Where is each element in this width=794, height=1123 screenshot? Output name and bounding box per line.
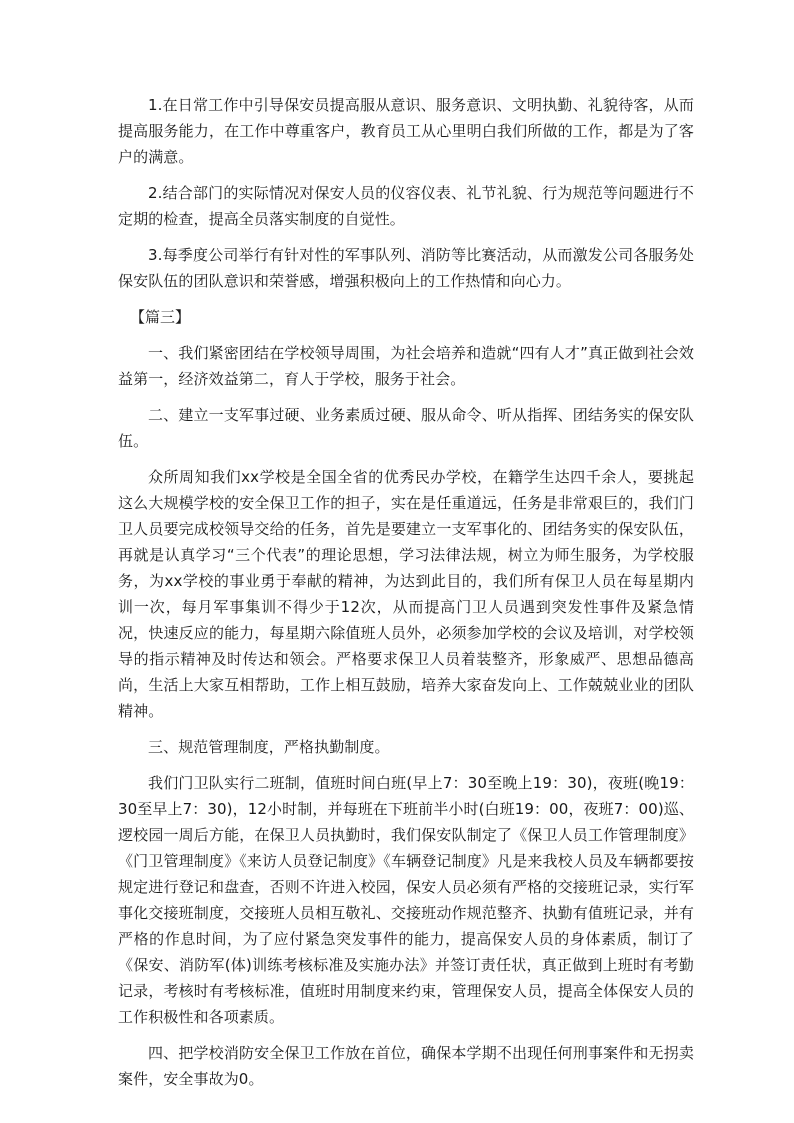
section-paragraph-2: 二、建立一支军事过硬、业务素质过硬、服从命令、听从指挥、团结务实的保安队伍。	[118, 406, 694, 450]
section-paragraph-6: 四、把学校消防安全保卫工作放在首位，确保本学期不出现任何刑事案件和无拐卖案件，安全事故为0。	[118, 1044, 694, 1088]
section-paragraph-4: 三、规范管理制度，严格执勤制度。	[148, 738, 390, 756]
section-paragraph-1: 一、我们紧密团结在学校领导周围，为社会培养和造就“四有人才”真正做到社会效益第一，经济效益第二，育人于学校，服务于社会。	[118, 344, 694, 388]
paragraph-3: 3.每季度公司举行有针对性的军事队列、消防等比赛活动，从而激发公司各服务处保安队伍的团队意识和荣誉感，增强积极向上的工作热情和向心力。	[118, 246, 694, 290]
paragraph-1: 1.在日常工作中引导保安员提高服从意识、服务意识、文明执勤、礼貌待客，从而提高服务能力，在工作中尊重客户，教育员工从心里明白我们所做的工作，都是为了客户的满意。	[118, 96, 694, 166]
document-page	[118, 92, 694, 1102]
paragraph-2: 2.结合部门的实际情况对保安人员的仪容仪表、礼节礼貌、行为规范等问题进行不定期的检查，提高全员落实制度的自觉性。	[118, 184, 694, 228]
section-paragraph-3: 众所周知我们xx学校是全国全省的优秀民办学校，在籍学生达四千余人，要挑起这么大规模学校的安全保卫工作的担子，实在是任重道远，任务是非常艰巨的，我们门卫人员要完成校领导交给的任务，首先是要建立一支军事化的、团结务实的保安队伍，再就是认真学习“三个代表”的理论思想，学习法律法规，树立为师生服务，为学校服务，为xx学校的事业勇于奉献的精神，为达到此目的，我们所有保卫人员在每星期内训一次，每月军事集训不得少于12次，从而提高门卫人员遇到突发性事件及紧急情况，快速反应的能力，每星期六除值班人员外，必须参加学校的会议及培训，对学校领导的指示精神及时传达和领会。严格要求保卫人员着装整齐，形象威严、思想品德高尚，生活上大家互相帮助，工作上相互鼓励，培养大家奋发向上、工作兢兢业业的团队精神。	[118, 468, 694, 720]
section-paragraph-5: 我们门卫队实行二班制，值班时间白班(早上7：30至晚上19：30)，夜班(晚19：30至早上7：30)，12小时制，并每班在下班前半小时(白班19：00，夜班7：00)巡、逻校园一周后方能，在保卫人员执勤时，我们保安队制定了《保卫人员工作管理制度》《门卫管理制度》《来访人员登记制度》《车辆登记制度》凡是来我校人员及车辆都要按规定进行登记和盘查，否则不许进入校园，保安人员必须有严格的交接班记录，实行军事化交接班制度，交接班人员相互敬礼、交接班动作规范整齐、执勤有值班记录，并有严格的作息时间，为了应付紧急突发事件的能力，提高保安人员的身体素质，制订了《保安、消防军(体)训练考核标准及实施办法》并签订责任状，真正做到上班时有考勤记录，考核时有考核标准，值班时用制度来约束，管理保安人员，提高全体保安人员的工作积极性和各项素质。	[118, 774, 694, 1026]
section-heading: 【篇三】	[130, 308, 191, 326]
